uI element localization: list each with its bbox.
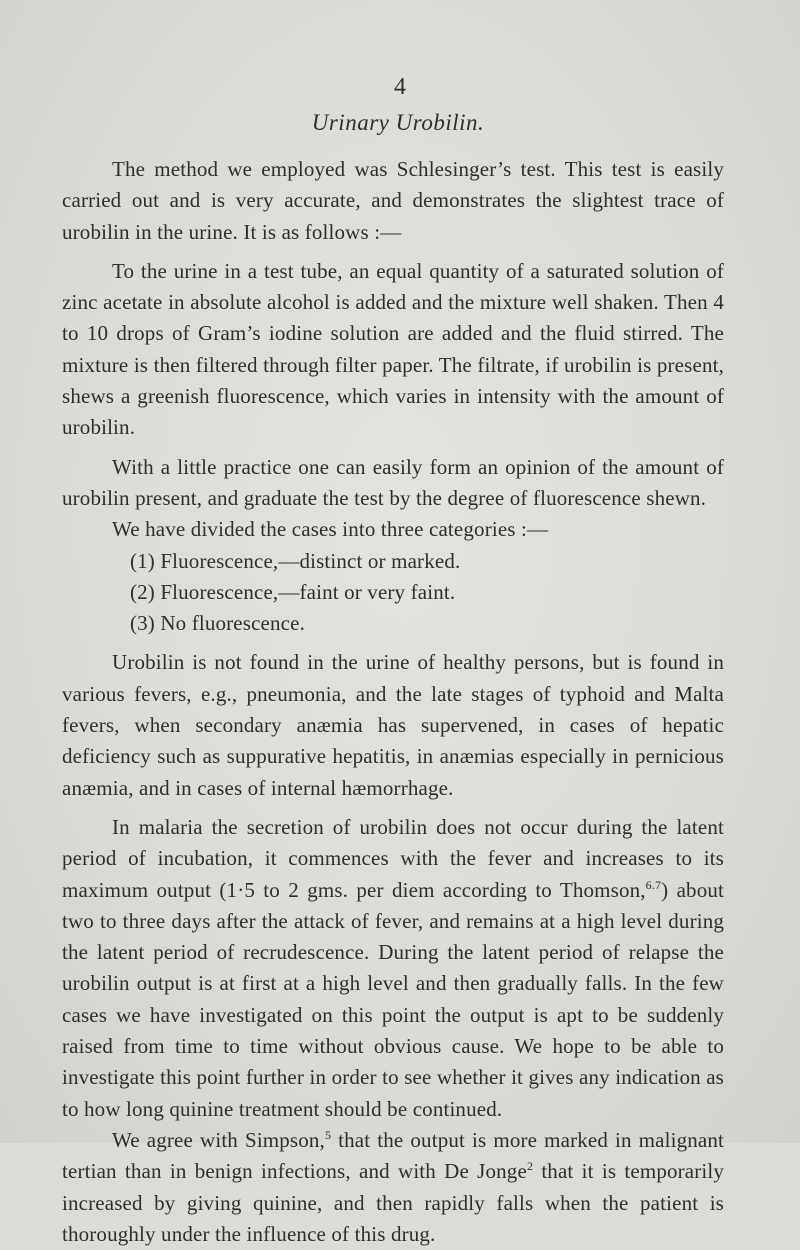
agree-text-part3: that it is temporarily increased by giving quinine, and then rapidly falls when the patient is thoroughly under the influence of this drug. <box>62 1159 724 1246</box>
malaria-text-after: ) about two to three days after the attack of fever, and remains at a high level during the latent period of recrudescence. During the latent period of relapse the urobilin output is at first at a high level and then gradually falls. In the few cases we have investigated on this point the output is apt to be suddenly raised from time to time without obvious cause. We hope to be able to investigate this point further in order to see whether it gives any indication as to how long quinine treatment should be continued. <box>62 877 724 1121</box>
page-number: 4 <box>394 74 406 100</box>
paragraph-urobilin-found: Urobilin is not found in the urine of healthy persons, but is found in various fevers, e.g., pneumonia, and the late stages of typhoid and Malta fevers, when secondary anæmia has supervened, in cases of hepatic deficiency such as suppurative hepatitis, in anæmias especially in pernicious anæmia, and in cases of internal hæmorrhage. <box>62 650 724 800</box>
reference-superscript: 2 <box>526 1159 534 1174</box>
paragraph-method: The method we employed was Schlesinger’s test. This test is easily carried out and is very accurate, and demonstrates the slightest trace of urobilin in the urine. It is as follows :— <box>62 157 724 244</box>
running-head: Urinary Urobilin. <box>311 110 485 135</box>
list-item: (1) Fluorescence,—distinct or marked. <box>130 548 461 573</box>
paragraph-malaria <box>62 812 724 1125</box>
paragraph-agree <box>62 1125 724 1250</box>
reference-superscript: 6.7 <box>645 877 662 892</box>
reference-superscript: 5 <box>324 1127 332 1142</box>
list-item: (3) No fluorescence. <box>130 611 305 636</box>
agree-text-part2: that the output is more marked in malignant tertian than in benign infections, and with De Jonge <box>62 1127 724 1184</box>
list-item: (2) Fluorescence,—faint or very faint. <box>130 579 456 604</box>
malaria-text-before: In malaria the secretion of urobilin does not occur during the latent period of incubation, it commences with the fever and increases to its maximum output (1·5 to 2 gms. per diem according to Thomson, <box>62 814 724 902</box>
paragraph-practice: With a little practice one can easily form an opinion of the amount of urobilin present, and graduate the test by the degree of fluorescence shewn. <box>62 454 724 510</box>
paragraph-procedure: To the urine in a test tube, an equal quantity of a saturated solution of zinc acetate in absolute alcohol is added and the mixture well shaken. Then 4 to 10 drops of Gram’s iodine solution are added and the fluid stirred. The mixture is then filtered through filter paper. The filtrate, if urobilin is present, shews a greenish fluorescence, which varies in intensity with the amount of urobilin. <box>62 258 724 440</box>
paragraph-categories-intro: We have divided the cases into three categories :— <box>112 517 549 542</box>
categories-list <box>62 546 724 640</box>
agree-text-part1: We agree with Simpson, <box>112 1127 325 1152</box>
